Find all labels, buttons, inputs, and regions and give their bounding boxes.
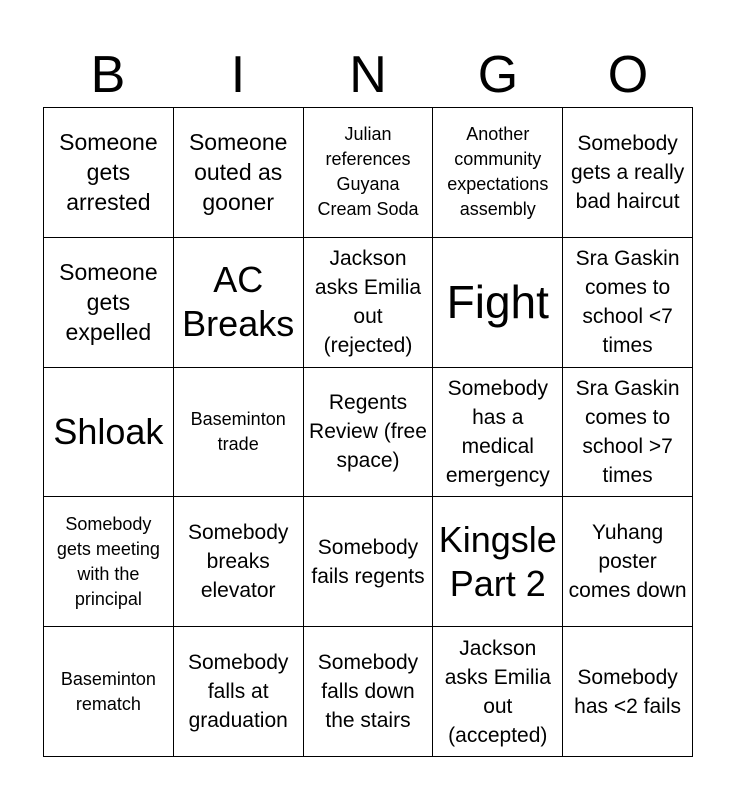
- cell-text: Jackson asks Emilia out (accepted): [444, 636, 551, 747]
- cell-text: Yuhang poster comes down: [568, 521, 687, 603]
- cell-text: Baseminton trade: [190, 408, 286, 454]
- header-letter-i: I: [230, 46, 246, 104]
- bingo-cell[interactable]: [44, 627, 174, 757]
- cell-text: Somebody falls down the stairs: [317, 651, 419, 733]
- bingo-cell[interactable]: [174, 368, 304, 498]
- bingo-cell[interactable]: [44, 497, 174, 627]
- cell-text: Fight: [446, 276, 549, 329]
- header-letter-n: N: [349, 46, 387, 104]
- cell-text: Shloak: [53, 410, 164, 452]
- cell-text: Someone outed as gooner: [188, 129, 288, 216]
- bingo-cell[interactable]: [563, 368, 693, 498]
- cell-text: AC Breaks: [182, 259, 295, 345]
- cell-text: Somebody has a medical emergency: [445, 376, 550, 487]
- cell-text: Somebody breaks elevator: [187, 521, 289, 603]
- cell-text: Somebody gets a really bad haircut: [570, 131, 685, 213]
- bingo-grid: [43, 107, 693, 757]
- bingo-cell[interactable]: [174, 108, 304, 238]
- bingo-cell[interactable]: [433, 108, 563, 238]
- cell-text: Another community expectations assembly: [447, 124, 549, 220]
- bingo-cell[interactable]: [433, 368, 563, 498]
- bingo-cell[interactable]: [44, 108, 174, 238]
- header-letter-g: G: [477, 46, 519, 104]
- cell-text: Somebody gets meeting with the principal: [56, 513, 160, 609]
- bingo-cell[interactable]: [44, 368, 174, 498]
- cell-text: Sra Gaskin comes to school <7 times: [575, 247, 680, 358]
- cell-text: Jackson asks Emilia out (rejected): [314, 247, 422, 358]
- bingo-cell[interactable]: [563, 627, 693, 757]
- bingo-cell[interactable]: [44, 238, 174, 368]
- header-letter-o: O: [607, 46, 649, 104]
- cell-text: Somebody has <2 fails: [574, 665, 681, 718]
- bingo-cell[interactable]: [433, 627, 563, 757]
- cell-text: Someone gets expelled: [59, 259, 158, 346]
- cell-text: Regents Review (free space): [309, 391, 427, 473]
- bingo-cell[interactable]: [563, 108, 693, 238]
- bingo-cell[interactable]: [174, 627, 304, 757]
- bingo-cell[interactable]: [304, 497, 434, 627]
- cell-text: Someone gets arrested: [59, 129, 158, 216]
- cell-text: Somebody falls at graduation: [187, 651, 289, 733]
- bingo-header: [43, 42, 693, 108]
- cell-text: Baseminton rematch: [60, 668, 156, 714]
- bingo-cell[interactable]: [433, 238, 563, 368]
- bingo-cell[interactable]: [304, 627, 434, 757]
- bingo-cell[interactable]: [563, 238, 693, 368]
- cell-text: Somebody fails regents: [311, 535, 425, 588]
- bingo-cell[interactable]: [174, 497, 304, 627]
- bingo-cell[interactable]: [563, 497, 693, 627]
- cell-text: Julian references Guyana Cream Soda: [317, 124, 419, 220]
- bingo-cell[interactable]: [304, 108, 434, 238]
- cell-text: Sra Gaskin comes to school >7 times: [575, 376, 680, 487]
- bingo-cell[interactable]: [433, 497, 563, 627]
- header-letter-b: B: [90, 46, 126, 104]
- cell-text: Kingsle Part 2: [438, 518, 557, 604]
- bingo-cell-free-space[interactable]: [304, 368, 434, 498]
- bingo-cell[interactable]: [174, 238, 304, 368]
- bingo-cell[interactable]: [304, 238, 434, 368]
